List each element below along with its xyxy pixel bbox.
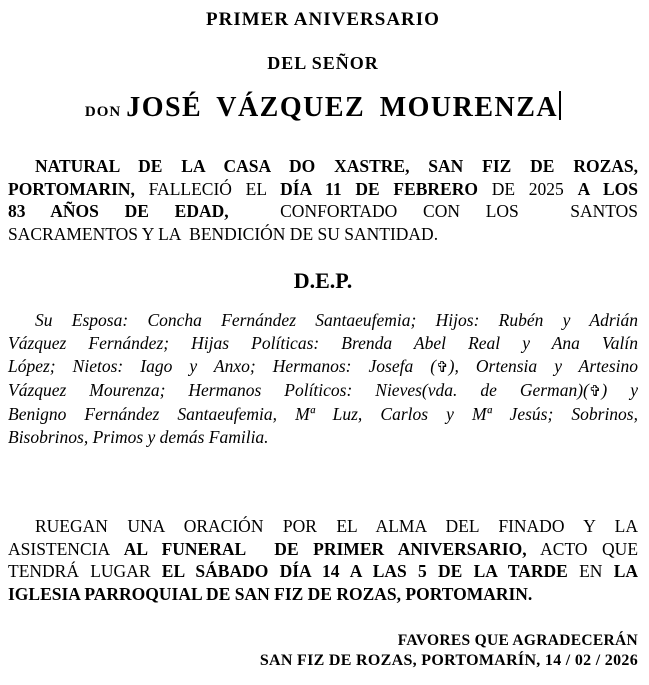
family-paragraph [8, 309, 638, 449]
text-segment: Vázquez Mourenza; Hermanos Políticos: Nieves(vda. de German)( [8, 380, 589, 400]
funeral-paragraph [8, 515, 638, 605]
text-segment: IGLESIA PARROQUIAL DE SAN FIZ DE ROZAS, PORTOMARIN. [8, 583, 533, 604]
text-segment: FALLECIÓ EL [148, 178, 281, 199]
text-segment: SACRAMENTOS Y LA BENDICIÓN DE SU SANTIDAD. [8, 223, 439, 244]
text-segment: Bisobrinos, Primos y demás Familia. [8, 427, 269, 447]
text-segment: EN [579, 561, 614, 581]
text-segment: 83 AÑOS DE EDAD, [8, 201, 229, 221]
text-segment: CONFORTADO CON LOS SANTOS [228, 201, 638, 221]
deceased-name-line [8, 91, 638, 129]
text-line [8, 200, 638, 223]
text-line [8, 515, 638, 538]
footer-place-date: SAN FIZ DE ROZAS, PORTOMARÍN, 14 / 02 / 2026 [259, 652, 638, 669]
senor-subtitle: DEL SEÑOR [267, 53, 379, 73]
text-cursor-icon [559, 91, 561, 120]
footer-thanks: FAVORES QUE AGRADECERÁN [397, 632, 638, 649]
text-line [8, 332, 638, 355]
text-segment: RUEGAN UNA ORACIÓN POR EL ALMA DEL FINADO Y LA [35, 516, 638, 536]
text-segment: Su Esposa: Concha Fernández Santaeufemia; Hijos: Rubén y Adrián [35, 310, 638, 330]
footer [8, 631, 638, 671]
text-line [8, 538, 638, 561]
deceased-name: JOSÉ VÁZQUEZ MOURENZA [126, 92, 559, 123]
text-line [8, 155, 638, 178]
text-line [8, 355, 638, 379]
text-segment: DE 2025 [491, 178, 578, 199]
text-segment: ), Ortensia y Artesino [448, 356, 638, 376]
text-segment: ACTO QUE [526, 538, 639, 559]
text-segment: LA [613, 561, 638, 581]
honorific: DON [84, 104, 122, 120]
text-segment: Vázquez Fernández; Hijas Políticas: Brenda Abel Real y Ana Valín [8, 333, 638, 353]
anniversary-title: PRIMER ANIVERSARIO [206, 9, 440, 30]
text-segment: AL FUNERAL DE PRIMER ANIVERSARIO, [123, 538, 527, 559]
text-line [8, 426, 638, 449]
latin-cross-icon: ✞ [436, 358, 449, 376]
text-segment: TENDRÁ LUGAR [8, 561, 162, 581]
text-segment: EL SÁBADO DÍA 14 A LAS 5 DE LA TARDE [161, 561, 580, 581]
text-line [8, 309, 638, 332]
text-segment: A LOS [577, 178, 638, 199]
text-line [8, 223, 638, 246]
text-segment: ASISTENCIA [8, 538, 124, 559]
text-line [8, 379, 638, 403]
text-line [8, 403, 638, 426]
dep-abbreviation: D.E.P. [293, 268, 353, 293]
text-line [8, 178, 638, 201]
latin-cross-icon: ✞ [588, 382, 602, 400]
text-segment: López; Nietos: Iago y Anxo; Hermanos: Josefa ( [8, 356, 437, 376]
obituary-paragraph [8, 155, 638, 245]
text-line [8, 583, 638, 606]
text-line [8, 560, 638, 583]
text-segment: Benigno Fernández Santaeufemia, Mª Luz, Carlos y Mª Jesús; Sobrinos, [8, 404, 638, 424]
text-segment: DÍA 11 DE FEBRERO [280, 178, 492, 199]
text-segment: NATURAL DE LA CASA DO XASTRE, SAN FIZ DE ROZAS, [35, 156, 638, 176]
text-segment: ) y [601, 380, 638, 400]
text-segment: PORTOMARIN, [8, 178, 149, 199]
